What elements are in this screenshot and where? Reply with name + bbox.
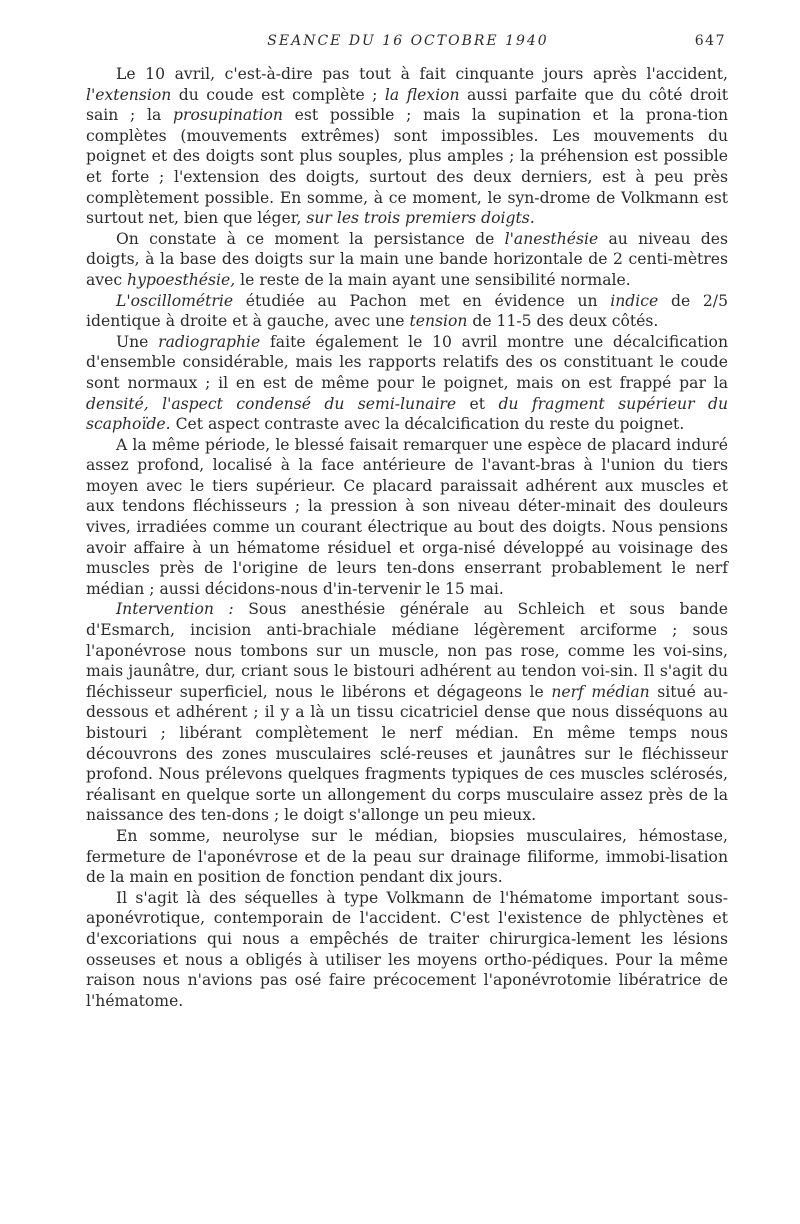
text-run: du coude est complète ; bbox=[171, 85, 385, 104]
italic-run: prosupination bbox=[173, 106, 283, 125]
text-run: On constate à ce moment la persistance de bbox=[116, 229, 505, 248]
text-run: étudiée au Pachon met en évidence un bbox=[233, 291, 611, 310]
italic-run: L'oscillométrie bbox=[116, 291, 234, 310]
italic-run: densité, l'aspect condensé du semi-lunaire bbox=[86, 394, 457, 413]
text-run: Sous anesthésie générale au Schleich et sous bande d'Esmarch, incision anti-brachiale médiane légèrement arciforme ; sous l'aponévrose nous tombons sur un muscle, non pas rose, comme les voi-sins, mais jaunâtre, dur, criant sous le bistouri adhérent au tendon voi-sin. Il s'agit du fléchisseur superficiel, nous le libérons et dégageons le bbox=[86, 600, 728, 701]
italic-run: du fragment supérieur du scaphoïde. bbox=[86, 394, 728, 434]
body-text bbox=[86, 64, 728, 1011]
paragraph bbox=[86, 64, 728, 229]
text-run: En somme, neurolyse sur le médian, biopsies musculaires, hémostase, fermeture de l'aponévrose et de la peau sur drainage filiforme, immobi-lisation de la main en position de fonction pendant dix jours. bbox=[86, 826, 728, 887]
paragraph bbox=[86, 826, 728, 888]
text-run: situé au-dessous et adhérent ; il y a là un tissu cicatriciel dense que nous disséquons au bistouri ; libérant complètement le nerf médian. En même temps nous découvrons des zones musculaires sclé-reuses et jaunâtres sur le fléchisseur profond. Nous prélevons quelques fragments typiques de ces muscles sclérosés, réalisant en quelque sorte un allongement du corps musculaire assez près de la naissance des ten-dons ; le doigt s'allonge un peu mieux. bbox=[86, 682, 728, 825]
paragraph bbox=[86, 888, 728, 1012]
italic-run: Intervention : bbox=[116, 600, 234, 619]
italic-run: tension bbox=[409, 312, 468, 331]
running-title: SEANCE DU 16 OCTOBRE 1940 bbox=[267, 33, 549, 49]
text-run: le reste de la main ayant une sensibilité normale. bbox=[235, 270, 631, 289]
text-run: et bbox=[456, 394, 499, 413]
paragraph bbox=[86, 291, 728, 332]
text-run: A la même période, le blessé faisait remarquer une espèce de placard induré assez profond, localisé à la face antérieure de l'avant-bras à l'union du tiers moyen avec le tiers supérieur. Ce placard paraissait adhérent aux muscles et aux tendons fléchisseurs ; la pression à son niveau déter-minait des douleurs vives, irradiées comme un courant électrique au bout des doigts. Nous pensions avoir affaire à un hématome résiduel et orga-nisé développé au voisinage des muscles près de l'origine de leurs ten-dons enserrant probablement le nerf médian ; aussi décidons-nous d'in-tervenir le 15 mai. bbox=[86, 435, 728, 598]
italic-run: l'extension bbox=[86, 85, 172, 104]
text-run: de 2/5 identique à droite et à gauche, avec une bbox=[86, 291, 728, 331]
paragraph bbox=[86, 599, 728, 826]
text-run: au niveau des doigts, à la base des doigts sur la main une bande horizontale de 2 centi-mètres avec bbox=[86, 229, 728, 289]
text-run: aussi parfaite que du côté droit sain ; la bbox=[86, 85, 728, 125]
italic-run: nerf médian bbox=[551, 682, 650, 701]
paragraph bbox=[86, 332, 728, 435]
text-run: Une bbox=[116, 332, 159, 351]
italic-run: sur les trois premiers doigts. bbox=[306, 209, 535, 228]
text-run: faite également le 10 avril montre une décalcification d'ensemble considérable, mais les rapports relatifs des os constituant le coude sont normaux ; il en est de même pour le poignet, mais on est frappé par la bbox=[86, 332, 728, 392]
text-run: est possible ; mais la supination et la prona-tion complètes (mouvements extrêmes) sont impossibles. Les mouvements du poignet et des doigts sont plus souples, plus amples ; la préhension est possible et forte ; l'extension des doigts, surtout des deux derniers, est à peu près complètement possible. En somme, à ce moment, le syn-drome de Volkmann est surtout net, bien que léger, bbox=[86, 106, 728, 228]
text-run: Le 10 avril, c'est-à-dire pas tout à fait cinquante jours après l'accident, bbox=[116, 65, 728, 83]
italic-run: la flexion bbox=[384, 85, 460, 104]
page-number: 647 bbox=[694, 33, 726, 49]
italic-run: l'anesthésie bbox=[504, 229, 599, 248]
text-run: Il s'agit là des séquelles à type Volkmann de l'hématome important sous-aponévrotique, contemporain de l'accident. C'est l'existence de phlyctènes et d'excoriations qui nous a empêchés de traiter chirurgica-lement les lésions osseuses et nous a obligés à utiliser les moyens ortho-pédiques. Pour la même raison nous n'avions pas osé faire précocement l'aponévrotomie libératrice de l'hématome. bbox=[86, 888, 728, 1010]
text-run: de 11-5 des deux côtés. bbox=[467, 312, 659, 331]
italic-run: hypoesthésie, bbox=[127, 270, 236, 289]
paragraph bbox=[86, 229, 728, 291]
page-header bbox=[88, 33, 728, 53]
italic-run: indice bbox=[610, 291, 659, 310]
italic-run: radiographie bbox=[158, 332, 261, 351]
paragraph bbox=[86, 435, 728, 600]
text-run: Cet aspect contraste avec la décalcification du reste du poignet. bbox=[170, 415, 685, 434]
